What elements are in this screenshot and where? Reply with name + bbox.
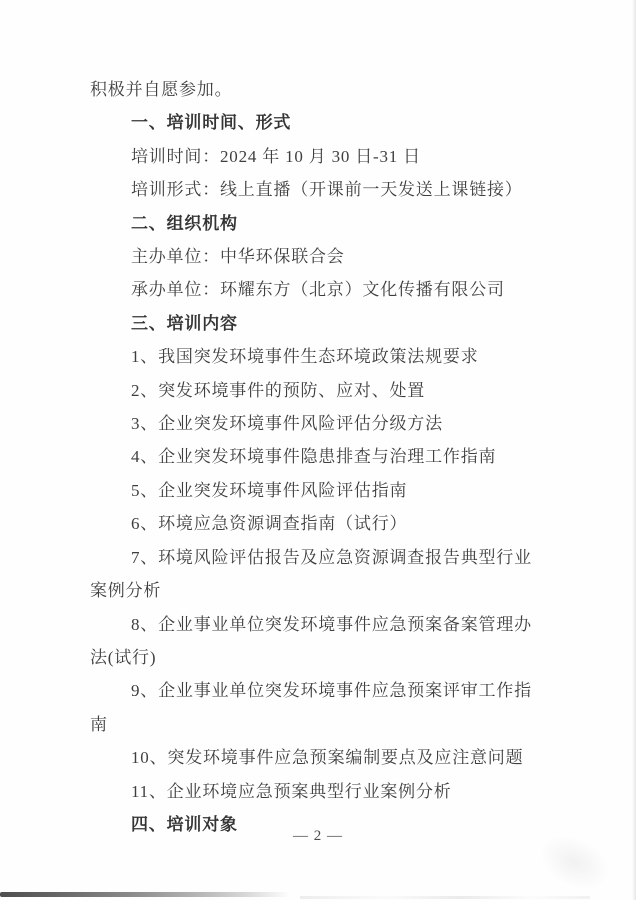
paragraph-co-org: 承办单位：环耀东方（北京）文化传播有限公司 [131,280,505,300]
document-body [90,73,548,841]
scan-artifact-right-edge [632,0,636,900]
scan-artifact-bottom-faint [300,896,590,899]
content-item-4: 4、企业突发环境事件隐患排查与治理工作指南 [131,447,497,467]
scan-artifact-bottom-left [0,892,290,897]
section-heading-1: 一、培训时间、形式 [131,113,292,133]
content-item-6: 6、环境应急资源调查指南（试行） [131,514,408,534]
content-item-11: 11、企业环境应急预案典型行业案例分析 [131,781,452,801]
content-item-3: 3、企业突发环境事件风险评估分级方法 [131,414,443,434]
paragraph-continuation: 积极并自愿参加。 [90,80,233,99]
section-heading-2: 二、组织机构 [131,213,238,233]
content-item-10: 10、突发环境事件应急预案编制要点及应注意问题 [131,748,524,768]
section-heading-3: 三、培训内容 [131,313,238,333]
content-item-9: 9、企业事业单位突发环境事件应急预案评审工作指南 [90,681,532,734]
section-heading-4: 四、培训对象 [131,814,238,834]
paragraph-training-format: 培训形式：线上直播（开课前一天发送上课链接） [131,180,523,200]
page-number: — 2 — [293,828,343,844]
content-item-1: 1、我国突发环境事件生态环境政策法规要求 [131,347,479,367]
paragraph-host-org: 主办单位：中华环保联合会 [131,247,345,267]
paragraph-training-time: 培训时间：2024 年 10 月 30 日-31 日 [131,146,421,166]
content-item-2: 2、突发环境事件的预防、应对、处置 [131,380,426,400]
content-item-5: 5、企业突发环境事件风险评估指南 [131,480,408,500]
content-item-7: 7、环境风险评估报告及应急资源调查报告典型行业案例分析 [90,547,532,601]
content-item-8: 8、企业事业单位突发环境事件应急预案备案管理办法(试行) [90,614,532,667]
